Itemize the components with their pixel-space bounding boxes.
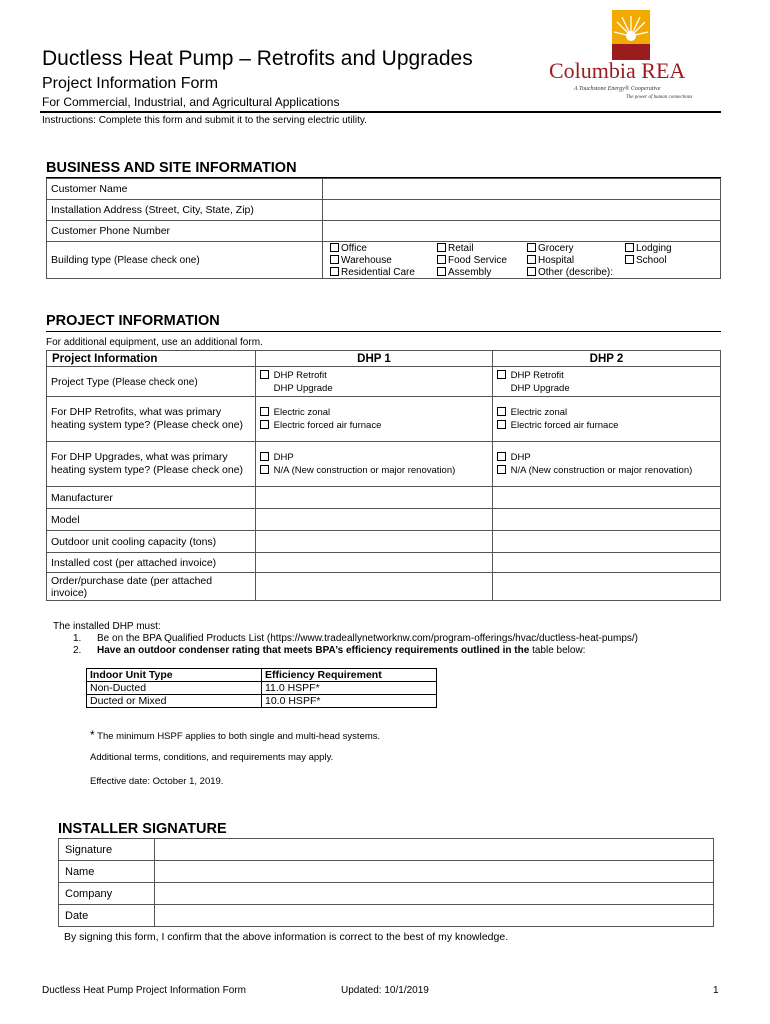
checkbox[interactable]: [497, 452, 506, 461]
customer-name-label: Customer Name: [47, 179, 323, 200]
assembly-option[interactable]: Assembly: [437, 267, 507, 279]
order-date-label: Order/purchase date (per attached invoice): [47, 573, 256, 601]
grocery-option[interactable]: Grocery: [527, 243, 613, 255]
dhp2-retrofit-heating: [493, 397, 721, 442]
table-row: [87, 682, 437, 695]
form-title: Ductless Heat Pump – Retrofits and Upgrades: [42, 47, 473, 70]
dhp-option[interactable]: DHP: [260, 451, 488, 464]
checkbox[interactable]: [625, 243, 634, 252]
dhp2-order-date-field[interactable]: [493, 573, 721, 601]
table-row: [59, 883, 714, 905]
table-cell: Ducted or Mixed: [87, 695, 262, 708]
table-row: [47, 509, 721, 531]
business-table: [46, 178, 721, 279]
table-row: [47, 531, 721, 553]
applications-note: For Commercial, Industrial, and Agricultural Applications: [42, 95, 340, 109]
table-row: [47, 573, 721, 601]
columbia-rea-logo: [546, 10, 696, 105]
dhp-retrofit-option[interactable]: DHP Retrofit: [497, 369, 716, 382]
install-address-label: Installation Address (Street, City, State, Zip): [47, 200, 323, 221]
requirements-intro: The installed DHP must:: [53, 621, 161, 632]
installer-table: [58, 838, 714, 927]
requirement-2: 2. Have an outdoor condenser rating that meets BPA’s efficiency requirements outlined in the table below:: [73, 645, 586, 656]
checkbox[interactable]: [497, 465, 506, 474]
table-row: [59, 905, 714, 927]
dhp1-model-field[interactable]: [256, 509, 493, 531]
table-cell: 10.0 HSPF*: [262, 695, 437, 708]
dhp2-capacity-field[interactable]: [493, 531, 721, 553]
building-col-2: [437, 243, 507, 279]
table-cell: Non-Ducted: [87, 682, 262, 695]
dhp-retrofit-option[interactable]: DHP Retrofit: [260, 369, 488, 382]
form-subtitle: Project Information Form: [42, 75, 219, 92]
building-col-1: [330, 243, 415, 279]
checkbox[interactable]: [330, 255, 339, 264]
customer-name-field[interactable]: [323, 179, 721, 200]
sun-logo-icon: [612, 10, 650, 60]
new-construction-option[interactable]: N/A (New construction or major renovation): [497, 464, 716, 477]
dhp2-model-field[interactable]: [493, 509, 721, 531]
lodging-option[interactable]: Lodging: [625, 243, 672, 255]
model-label: Model: [47, 509, 256, 531]
dhp1-manufacturer-field[interactable]: [256, 487, 493, 509]
hospital-option[interactable]: Hospital: [527, 255, 613, 267]
dhp-upgrade-option[interactable]: DHP Upgrade: [510, 382, 570, 394]
confirmation-statement: By signing this form, I confirm that the above information is correct to the best of my knowledge.: [64, 931, 509, 943]
dhp2-cost-field[interactable]: [493, 553, 721, 573]
business-heading: BUSINESS AND SITE INFORMATION: [46, 160, 297, 176]
table-row: [47, 397, 721, 442]
customer-phone-label: Customer Phone Number: [47, 221, 323, 242]
efficiency-header: Efficiency Requirement: [262, 669, 437, 682]
name-field[interactable]: [155, 861, 714, 883]
table-header-row: [47, 351, 721, 367]
dhp1-order-date-field[interactable]: [256, 573, 493, 601]
checkbox[interactable]: [437, 267, 446, 276]
other-option[interactable]: Other (describe):: [527, 267, 613, 279]
project-heading: PROJECT INFORMATION: [46, 313, 220, 329]
table-row: [47, 200, 721, 221]
upgrade-heating-label: For DHP Upgrades, what was primary heating system type? (Please check one): [47, 442, 256, 487]
warehouse-option[interactable]: Warehouse: [330, 255, 415, 267]
table-row: [47, 221, 721, 242]
table-row: [47, 442, 721, 487]
company-field[interactable]: [155, 883, 714, 905]
dhp2-project-type: [493, 367, 721, 397]
new-construction-option[interactable]: N/A (New construction or major renovation): [260, 464, 488, 477]
retail-option[interactable]: Retail: [437, 243, 507, 255]
table-cell: 11.0 HSPF*: [262, 682, 437, 695]
table-row: [87, 695, 437, 708]
electric-furnace-option[interactable]: Electric forced air furnace: [497, 419, 716, 432]
dhp-upgrade-option[interactable]: DHP Upgrade: [273, 382, 333, 394]
office-option[interactable]: Office: [330, 243, 415, 255]
logo-wordmark: Columbia REA: [549, 58, 686, 83]
date-label: Date: [59, 905, 155, 927]
checkbox[interactable]: [260, 420, 269, 429]
building-type-label: Building type (Please check one): [47, 242, 323, 279]
checkbox[interactable]: [497, 420, 506, 429]
checkbox[interactable]: [330, 267, 339, 276]
table-row: [47, 367, 721, 397]
cooling-capacity-label: Outdoor unit cooling capacity (tons): [47, 531, 256, 553]
project-type-label: Project Type (Please check one): [47, 367, 256, 397]
checkbox[interactable]: [260, 452, 269, 461]
dhp2-upgrade-heating: [493, 442, 721, 487]
dhp1-capacity-field[interactable]: [256, 531, 493, 553]
project-rule: [46, 331, 721, 332]
checkbox[interactable]: [437, 243, 446, 252]
checkbox[interactable]: [437, 255, 446, 264]
checkbox[interactable]: [330, 243, 339, 252]
electric-zonal-option[interactable]: Electric zonal: [497, 406, 716, 419]
efficiency-table: [86, 668, 437, 708]
col-header-dhp2: DHP 2: [493, 351, 721, 367]
residential-care-option[interactable]: Residential Care: [330, 267, 415, 279]
table-row: [59, 839, 714, 861]
checkbox[interactable]: [497, 370, 506, 379]
logo-tagline: A Touchstone Energy® Cooperative: [574, 86, 661, 92]
signature-field[interactable]: [155, 839, 714, 861]
table-row: [47, 242, 721, 279]
checkbox[interactable]: [527, 243, 536, 252]
table-row: [47, 487, 721, 509]
dhp1-upgrade-heating: [256, 442, 493, 487]
building-type-options: [323, 242, 721, 279]
installed-cost-label: Installed cost (per attached invoice): [47, 553, 256, 573]
checkbox[interactable]: [527, 267, 536, 276]
col-header-project-info: Project Information: [47, 351, 256, 367]
electric-furnace-option[interactable]: Electric forced air furnace: [260, 419, 488, 432]
checkbox[interactable]: [260, 407, 269, 416]
manufacturer-label: Manufacturer: [47, 487, 256, 509]
footnote: * The minimum HSPF applies to both single and multi-head systems.: [90, 728, 381, 742]
table-row: [59, 861, 714, 883]
food-service-option[interactable]: Food Service: [437, 255, 507, 267]
school-option[interactable]: School: [625, 255, 672, 267]
dhp-option[interactable]: DHP: [497, 451, 716, 464]
project-table: [46, 350, 721, 601]
requirement-1: 1. Be on the BPA Qualified Products List (https://www.tradeallynetworknw.com/program-offerings/hvac/ductless-heat-pumps/): [73, 633, 638, 644]
effective-date: Effective date: October 1, 2019.: [90, 776, 224, 787]
header-rule: [40, 111, 721, 113]
date-field[interactable]: [155, 905, 714, 927]
electric-zonal-option[interactable]: Electric zonal: [260, 406, 488, 419]
dhp1-retrofit-heating: [256, 397, 493, 442]
col-header-dhp1: DHP 1: [256, 351, 493, 367]
retrofit-heating-label: For DHP Retrofits, what was primary heating system type? (Please check one): [47, 397, 256, 442]
installer-heading: INSTALLER SIGNATURE: [58, 821, 227, 837]
requirements-block: [53, 621, 638, 657]
checkbox[interactable]: [260, 370, 269, 379]
checkbox[interactable]: [527, 255, 536, 264]
footer-form-name: Ductless Heat Pump Project Information Form: [42, 985, 246, 996]
dhp1-project-type: [256, 367, 493, 397]
building-col-3: [527, 243, 613, 279]
indoor-unit-header: Indoor Unit Type: [87, 669, 262, 682]
customer-phone-field[interactable]: [323, 221, 721, 242]
terms-note: Additional terms, conditions, and requirements may apply.: [90, 752, 334, 763]
name-label: Name: [59, 861, 155, 883]
building-col-4: [625, 243, 672, 267]
page-number: 1: [713, 985, 719, 996]
checkbox[interactable]: [497, 407, 506, 416]
signature-label: Signature: [59, 839, 155, 861]
checkbox[interactable]: [260, 465, 269, 474]
dhp1-cost-field[interactable]: [256, 553, 493, 573]
footer-updated: Updated: 10/1/2019: [341, 985, 429, 996]
table-row: [47, 179, 721, 200]
dhp2-manufacturer-field[interactable]: [493, 487, 721, 509]
table-header-row: [87, 669, 437, 682]
logo-tagline-2: The power of human connections: [626, 95, 693, 100]
instructions: Instructions: Complete this form and submit it to the serving electric utility.: [42, 115, 367, 126]
install-address-field[interactable]: [323, 200, 721, 221]
company-label: Company: [59, 883, 155, 905]
checkbox[interactable]: [625, 255, 634, 264]
project-note: For additional equipment, use an additional form.: [46, 337, 263, 348]
table-row: [47, 553, 721, 573]
